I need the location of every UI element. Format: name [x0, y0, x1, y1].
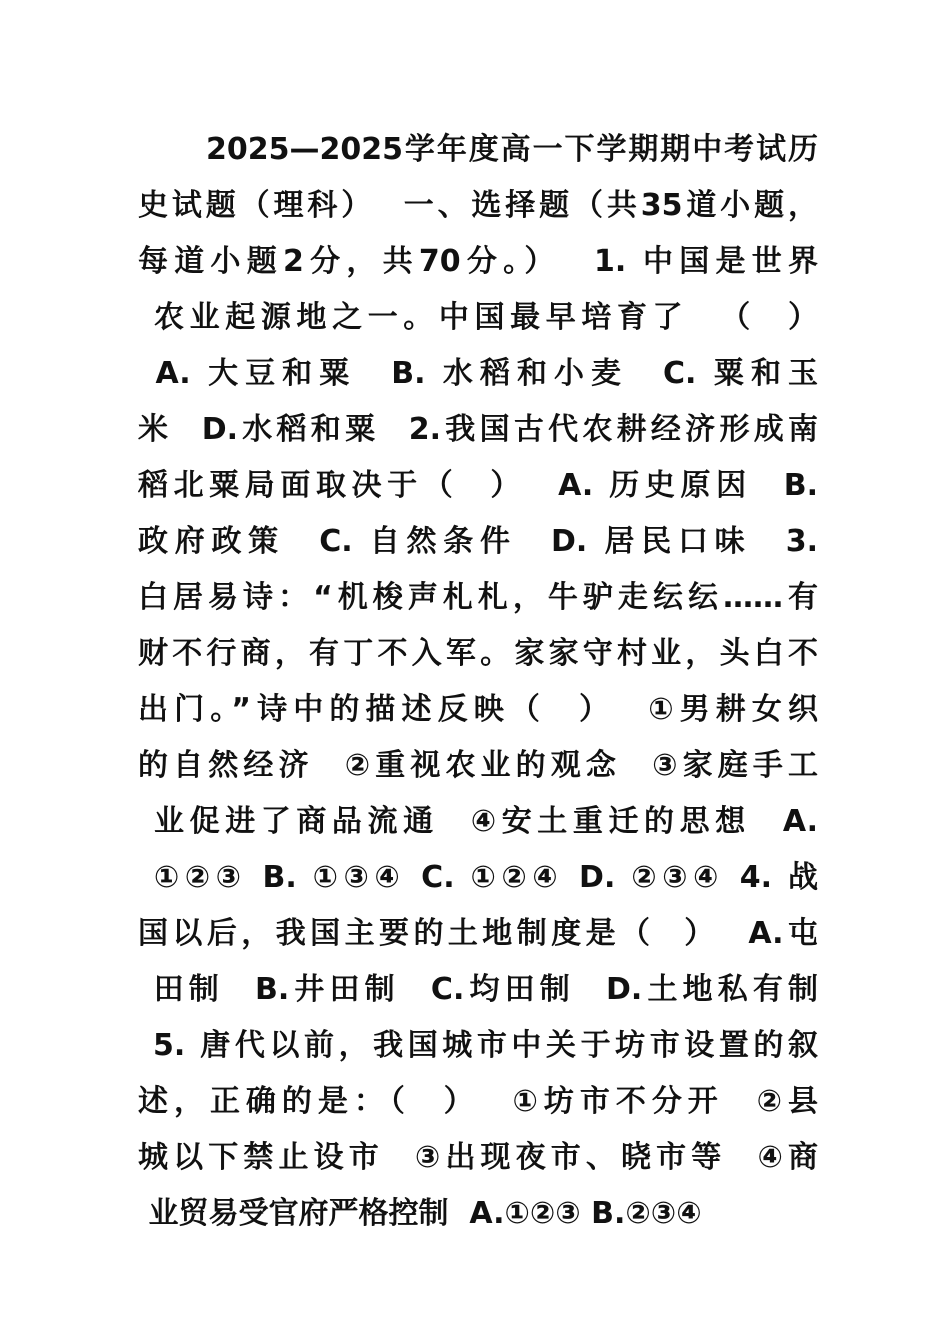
text-line-7: 稻北粟局面取决于（ ） A. 历史原因 B. — [138, 468, 818, 503]
text-line-11: 出门。”诗中的描述反映（ ） ①男耕女织 — [138, 692, 818, 727]
exam-text-body — [138, 122, 818, 1242]
text-line-1: 2025—2025学年度高一下学期期中考试历 — [206, 132, 818, 167]
text-line-18: 述，正确的是：（ ） ①坊市不分开 ②县 — [138, 1084, 818, 1119]
text-line-3: 每道小题2分，共70分。） 1. 中国是世界 — [138, 244, 818, 279]
text-line-19: 城以下禁止设市 ③出现夜市、晓市等 ④商 — [138, 1140, 818, 1175]
text-line-4: 农业起源地之一。中国最早培育了 （ ） — [138, 300, 818, 335]
text-line-12: 的自然经济 ②重视农业的观念 ③家庭手工 — [138, 748, 818, 783]
text-line-15: 国以后，我国主要的土地制度是（ ） A.屯 — [138, 916, 818, 951]
text-line-20: 业贸易受官府严格控制 A.①②③ B.②③④ — [138, 1196, 702, 1231]
text-line-5: A. 大豆和粟 B. 水稻和小麦 C. 粟和玉 — [138, 356, 818, 391]
text-line-2: 史试题（理科） 一、选择题（共35道小题， — [138, 188, 818, 223]
text-line-8: 政府政策 C. 自然条件 D. 居民口味 3. — [138, 524, 818, 559]
text-line-16: 田制 B.井田制 C.均田制 D.土地私有制 — [138, 972, 818, 1007]
text-line-13: 业促进了商品流通 ④安土重迁的思想 A. — [138, 804, 818, 839]
text-line-6: 米 D.水稻和粟 2.我国古代农耕经济形成南 — [138, 412, 818, 447]
text-line-10: 财不行商，有丁不入军。家家守村业，头白不 — [138, 636, 818, 671]
text-line-9: 白居易诗：“机梭声札札，牛驴走纭纭……有 — [138, 580, 818, 615]
text-line-17: 5. 唐代以前，我国城市中关于坊市设置的叙 — [138, 1028, 818, 1063]
text-line-14: ①②③ B. ①③④ C. ①②④ D. ②③④ 4. 战 — [138, 860, 818, 895]
